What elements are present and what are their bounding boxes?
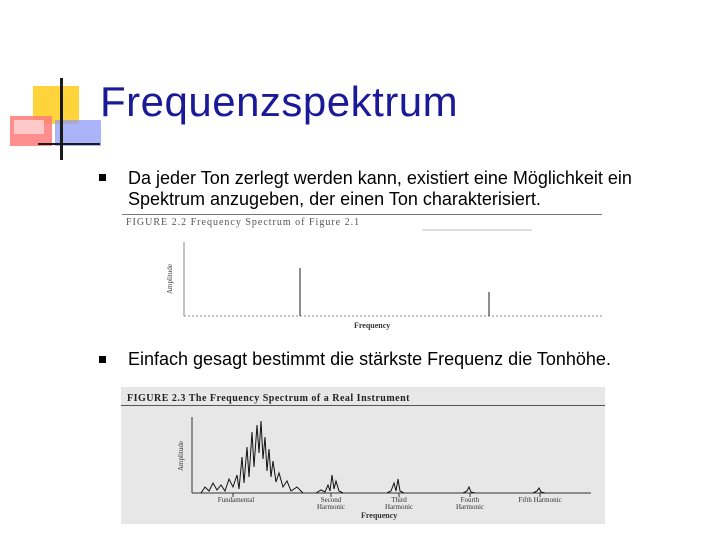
x-axis-label: Frequency [361,511,398,520]
x-axis-label: Frequency [354,321,391,330]
harmonic-label-second: Second Harmonic [317,496,345,511]
harmonic-label-fourth: Fourth Harmonic [456,496,484,511]
bullet-marker [99,356,106,363]
figure-caption: FIGURE 2.3 The Frequency Spectrum of a Real Instrument [127,393,411,404]
figure-caption: FIGURE 2.2 Frequency Spectrum of Figure 2.1 [126,217,361,228]
figure-ideal-spectrum [122,212,612,332]
logo-horizontal-line [38,143,100,145]
logo-pink-square [14,120,44,134]
slide-title: Frequenzspektrum [100,78,459,125]
y-axis-label: Amplitude [166,264,174,294]
fifth-harmonic-peak [533,488,545,493]
figure-real-spectrum [121,387,605,524]
spectrum-plot [122,212,612,332]
fourth-harmonic-peak [463,487,475,493]
bullet-text-1: Da jeder Ton zerlegt werden kann, existiert eine Möglichkeit ein Spektrum anzugeben, der einen Ton charakterisiert. [128,168,632,209]
bullet-marker [99,174,106,181]
bullet-text-2: Einfach gesagt bestimmt die stärkste Frequenz die Tonhöhe. [128,349,611,369]
y-axis-label: Amplitude [177,441,185,471]
third-harmonic-peak [387,479,404,493]
fundamental-peak [201,421,303,493]
logo-vertical-line [60,78,63,160]
second-harmonic-peak [316,475,343,493]
harmonic-label-fifth: Fifth Harmonic [518,496,562,504]
harmonic-label-third: Third Harmonic [385,496,413,511]
harmonic-label-fundamental: Fundamental [217,496,255,504]
